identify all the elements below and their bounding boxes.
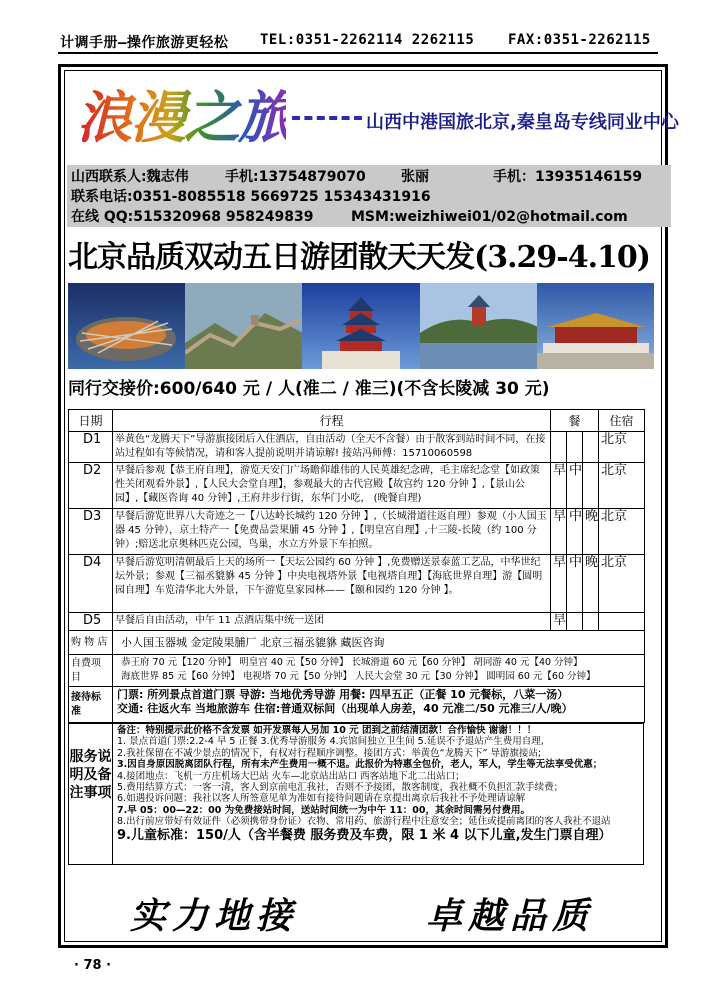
contact-qq: 在线 QQ:515320968 958249839: [71, 209, 314, 225]
org-title: 山西中港国旅北京,秦皇岛专线同业中心: [366, 112, 679, 133]
photo-summer-palace: [420, 283, 537, 369]
hotel-cell: 北京: [599, 555, 645, 613]
photo-great-wall: [185, 283, 302, 369]
header-fax: FAX:0351-2262115: [508, 32, 651, 48]
trip-cell: 举黄色“龙腾天下”导游旗接团后入住酒店，自由活动（全天不含餐）由于散客到站时间不同，在接站过程如有等候情况，请和客人提前说明并请谅解! 接站冯师傅：15710060598: [113, 432, 551, 463]
day-cell: D4: [69, 555, 113, 613]
standard-label: 接待标准: [69, 687, 113, 723]
self-pay-line-1: 恭王府 70 元【120 分钟】 明皇宫 40 元【50 分钟】 长城滑道 60 元【60 分钟】 胡同游 40 元【40 分钟】: [121, 657, 583, 668]
shopping-row: [69, 631, 645, 655]
itinerary-table: [68, 409, 645, 723]
trip-cell: 早餐后参观【恭王府自理】，游览天安门广场瞻仰雄伟的人民英雄纪念碑，毛主席纪念堂【如政策性关闭观看外景】,【人民大会堂自理】，参观最大的古代宫殿【故宫约 120 分钟 】,【景山公园】,【藏医咨询 40 分钟】,王府井步行街，东华门小吃， (晚餐自理): [113, 463, 551, 509]
notes-body: [113, 724, 643, 864]
service-notes: [68, 723, 644, 865]
standard-details: [113, 687, 645, 723]
hotel-cell: 北京: [599, 432, 645, 463]
hotel-cell: 北京: [599, 463, 645, 509]
header-meal: 餐: [551, 410, 599, 432]
meal-breakfast: [551, 432, 567, 463]
note-line: 2.我社保留在不减少景点的情况下，有权对行程顺序调整。接团方式：举黄色“龙腾天下” 导游旗接站;: [117, 747, 542, 759]
standard-line-1: 门票: 所列景点首道门票 导游: 当地优秀导游 用餐: 四早五正（正餐 10 元餐标，八菜一汤）: [117, 688, 569, 701]
meal-dinner: 晚: [583, 555, 599, 613]
table-row: [69, 555, 645, 613]
note-line: 5.费用结算方式：一客一清，客人到京前电汇我社，否则不予接团，散客制度，我社概不负担汇款手续费；: [117, 782, 564, 794]
meal-lunch: [567, 613, 583, 631]
table-header-row: [69, 410, 645, 432]
brand-logo: 浪漫之旅: [76, 78, 286, 158]
note-line: 备注：特别提示此价格不含发票 如开发票每人另加 10 元 团到之前结清团款！合作愉快 谢谢！！！: [117, 725, 537, 736]
standard-row: [69, 687, 645, 723]
photo-strip: [68, 283, 654, 369]
contact-block: [67, 165, 671, 227]
shopping-list: 小人国玉器城 金定陵果脯厂 北京三福丞貔貅 藏医咨询: [113, 631, 645, 655]
header-hotel: 住宿: [599, 410, 645, 432]
day-cell: D5: [69, 613, 113, 631]
day-cell: D1: [69, 432, 113, 463]
meal-lunch: 中: [567, 509, 583, 555]
photo-forbidden-city: [537, 283, 654, 369]
header-left-text: 计调手册—操作旅游更轻松: [60, 35, 229, 51]
meal-lunch: [567, 432, 583, 463]
header-tel: TEL:0351-2262114 2262115: [260, 32, 475, 48]
hotel-cell: 北京: [599, 509, 645, 555]
table-row: [69, 463, 645, 509]
day-cell: D2: [69, 463, 113, 509]
self-pay-line-2: 海底世界 85 元【60 分钟】 电视塔 70 元【50 分钟】 人民大会堂 30 元【30 分钟】 圆明园 60 元【60 分钟】: [121, 671, 596, 682]
contact-person-1: 山西联系人:魏志伟: [71, 169, 189, 185]
meal-lunch: 中: [567, 463, 583, 509]
table-row: [69, 509, 645, 555]
contact-person-2: 张丽: [401, 169, 429, 185]
meal-dinner: [583, 432, 599, 463]
page-number: · 78 ·: [74, 958, 112, 973]
meal-dinner: [583, 613, 599, 631]
slogan-left: 实力地接: [130, 895, 299, 937]
standard-line-2: 交通: 往返火车 当地旅游车 住宿:普通双标间（出现单人房差，40 元准二/50 元准三/人/晚）: [117, 702, 573, 715]
trip-cell: 早餐后自由活动，中午 11 点酒店集中统一送团: [113, 613, 551, 631]
table-row: [69, 432, 645, 463]
note-line: 1. 景点首道门票:2.2-4 早 5 正餐 3.优秀导游服务 4.宾馆间独立卫生间 5.延误不予退站产生费用自理,: [117, 736, 544, 748]
note-line-child-price: 9.儿童标准：150/人（含半餐费 服务费及车费，限 1 米 4 以下儿童,发生门票自理）: [117, 827, 612, 843]
meal-breakfast: 早: [551, 613, 567, 631]
contact-phone: 联系电话:0351-8085518 5669725 15343431916: [71, 189, 431, 205]
note-line: 7.早 05：00—22：00 为免费接站时间，送站时间统一为中午 11：00，其余时间需另付费用。: [117, 804, 530, 816]
contact-mobile-1: 手机:13754879070: [225, 169, 366, 185]
day-cell: D3: [69, 509, 113, 555]
page-header: [58, 30, 658, 54]
header-day: 日期: [69, 410, 113, 432]
shopping-label: 购 物 店: [69, 631, 113, 655]
slogan-right: 卓越品质: [426, 895, 595, 937]
note-line: 3.因自身原因脱离团队行程，所有未产生费用一概不退。此报价为特惠全包价，老人，军人，学生等无法享受优惠；: [117, 759, 603, 771]
logo-dash: [292, 116, 362, 120]
self-pay-list: [113, 655, 645, 687]
contact-mobile-2: 手机：13935146159: [493, 169, 643, 185]
photo-bird-nest: [68, 283, 185, 369]
notes-label: 服务说明及备注事项: [69, 724, 113, 864]
note-line: 4.接团地点：飞机一方庄机场大巴站 火车—北京站出站口 西客站地下北二出站口；: [117, 770, 465, 782]
meal-breakfast: 早: [551, 555, 567, 613]
meal-dinner: [583, 463, 599, 509]
meal-dinner: 晚: [583, 509, 599, 555]
trip-cell: 早餐后游览明清朝最后上天的场所一【天坛公园约 60 分钟 】,免费赠送景泰蓝工艺品，中华世纪坛外景；参观【三福丞貔貅 45 分钟 】中央电视塔外景【电视塔自理】【海底世界自理】游【圆明园自理】车览清华北大外景，下午游览皇家园林——【颐和园约 120 分钟 】。: [113, 555, 551, 613]
self-pay-row: [69, 655, 645, 687]
note-line: 8.出行前应带好有效证件（必须携带身份证）衣物、常用药、旅游行程中注意安全；延住或提前离团的客人我社不退站: [117, 816, 611, 828]
note-line: 6.如遇投诉问题：我社以客人所签意见单为准如有接待问题请在京提出离京后我社不予处理请谅解: [117, 793, 526, 805]
photo-temple-of-heaven: [302, 283, 419, 369]
tour-title: 北京品质双动五日游团散天天发(3.29-4.10): [68, 240, 650, 275]
contact-msn: MSM:weizhiwei01/02@hotmail.com: [351, 209, 628, 225]
meal-breakfast: 早: [551, 509, 567, 555]
header-trip: 行程: [113, 410, 551, 432]
table-row: [69, 613, 645, 631]
price-line: 同行交接价:600/640 元 / 人(准二 / 准三)(不含长陵减 30 元): [68, 379, 550, 399]
self-pay-label: 自费项目: [69, 655, 113, 687]
hotel-cell: [599, 613, 645, 631]
meal-lunch: 中: [567, 555, 583, 613]
meal-breakfast: 早: [551, 463, 567, 509]
trip-cell: 早餐后游览世界八大奇迹之一【八达岭长城约 120 分钟 】,（长城滑道往返自理）参观（小人国玉器 45 分钟），京土特产一【免费品尝果脯 45 分钟 】,【明皇宫自理】,十三陵-长陵（约 100 分钟）;赔送北京奥林匹克公园，鸟巢，水立方外景下车拍照。: [113, 509, 551, 555]
